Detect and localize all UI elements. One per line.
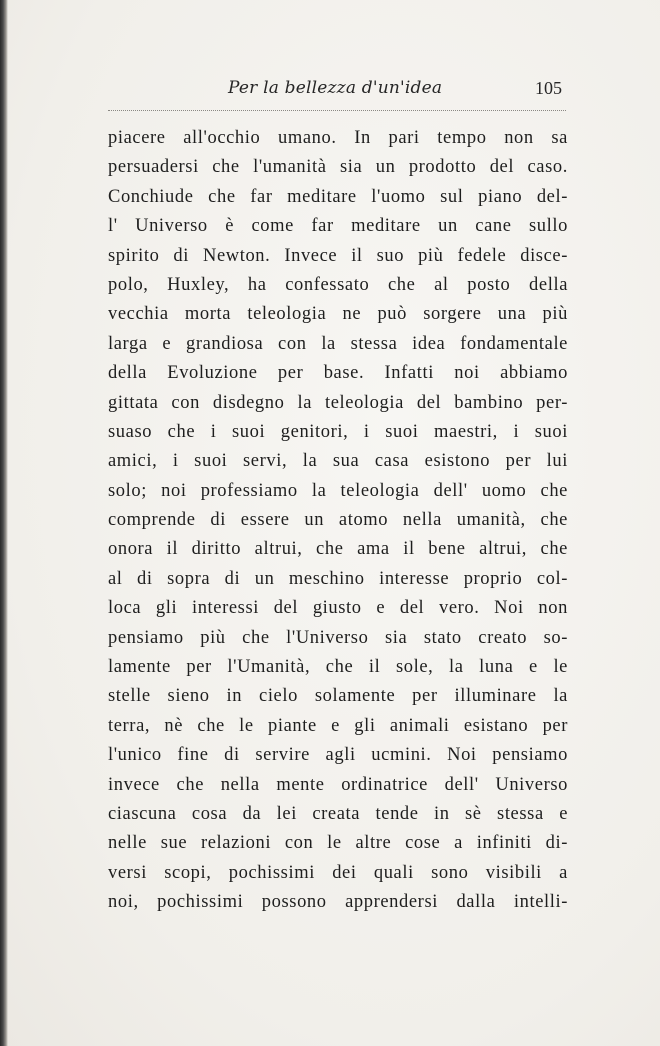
- page-binding-edge: [0, 0, 8, 1046]
- text-line: pensiamo più che l'Universo sia stato creato so-: [108, 627, 568, 648]
- text-line: gittata con disdegno la teleologia del bambino per-: [108, 392, 568, 413]
- text-line: l' Universo è come far meditare un cane sullo: [108, 216, 568, 237]
- running-head: [108, 74, 568, 106]
- text-line: solo; noi professiamo la teleologia dell' uomo che: [108, 480, 568, 501]
- text-line: noi, pochissimi possono apprendersi dalla intelli-: [108, 892, 568, 913]
- text-line: stelle sieno in cielo solamente per illuminare la: [108, 686, 568, 707]
- header-rule: [108, 110, 566, 111]
- text-line: della Evoluzione per base. Infatti noi abbiamo: [108, 363, 568, 384]
- text-line: al di sopra di un meschino interesse proprio col-: [108, 568, 568, 589]
- page-number: 105: [535, 78, 562, 98]
- text-line: lamente per l'Umanità, che il sole, la luna e le: [108, 657, 568, 678]
- text-line: nelle sue relazioni con le altre cose a infiniti di-: [108, 833, 568, 854]
- text-line: vecchia morta teleologia ne può sorgere una più: [108, 304, 568, 325]
- text-line: onora il diritto altrui, che ama il bene altrui, che: [108, 539, 568, 560]
- text-line: ciascuna cosa da lei creata tende in sè stessa e: [108, 803, 568, 824]
- text-line: l'unico fine di servire agli ucmini. Noi pensiamo: [108, 745, 568, 766]
- text-line: persuadersi che l'umanità sia un prodotto del caso.: [108, 157, 568, 178]
- text-line: loca gli interessi del giusto e del vero. Noi non: [108, 598, 568, 619]
- text-line: suaso che i suoi genitori, i suoi maestri, i suoi: [108, 421, 568, 442]
- text-line: versi scopi, pochissimi dei quali sono visibili a: [108, 862, 568, 883]
- text-line: comprende di essere un atomo nella umanità, che: [108, 510, 568, 531]
- text-line: spirito di Newton. Invece il suo più fedele disce-: [108, 245, 568, 266]
- body-text: [108, 124, 568, 918]
- text-line: invece che nella mente ordinatrice dell' Universo: [108, 774, 568, 795]
- text-line: polo, Huxley, ha confessato che al posto della: [108, 274, 568, 295]
- text-line: Conchiude che far meditare l'uomo sul piano del-: [108, 186, 568, 207]
- text-line: larga e grandiosa con la stessa idea fondamentale: [108, 333, 568, 354]
- text-line: amici, i suoi servi, la sua casa esistono per lui: [108, 451, 568, 472]
- running-title: Per la bellezza d'un'idea: [228, 78, 443, 98]
- text-line: piacere all'occhio umano. In pari tempo non sa: [108, 128, 568, 148]
- text-line: terra, nè che le piante e gli animali esistano per: [108, 715, 568, 736]
